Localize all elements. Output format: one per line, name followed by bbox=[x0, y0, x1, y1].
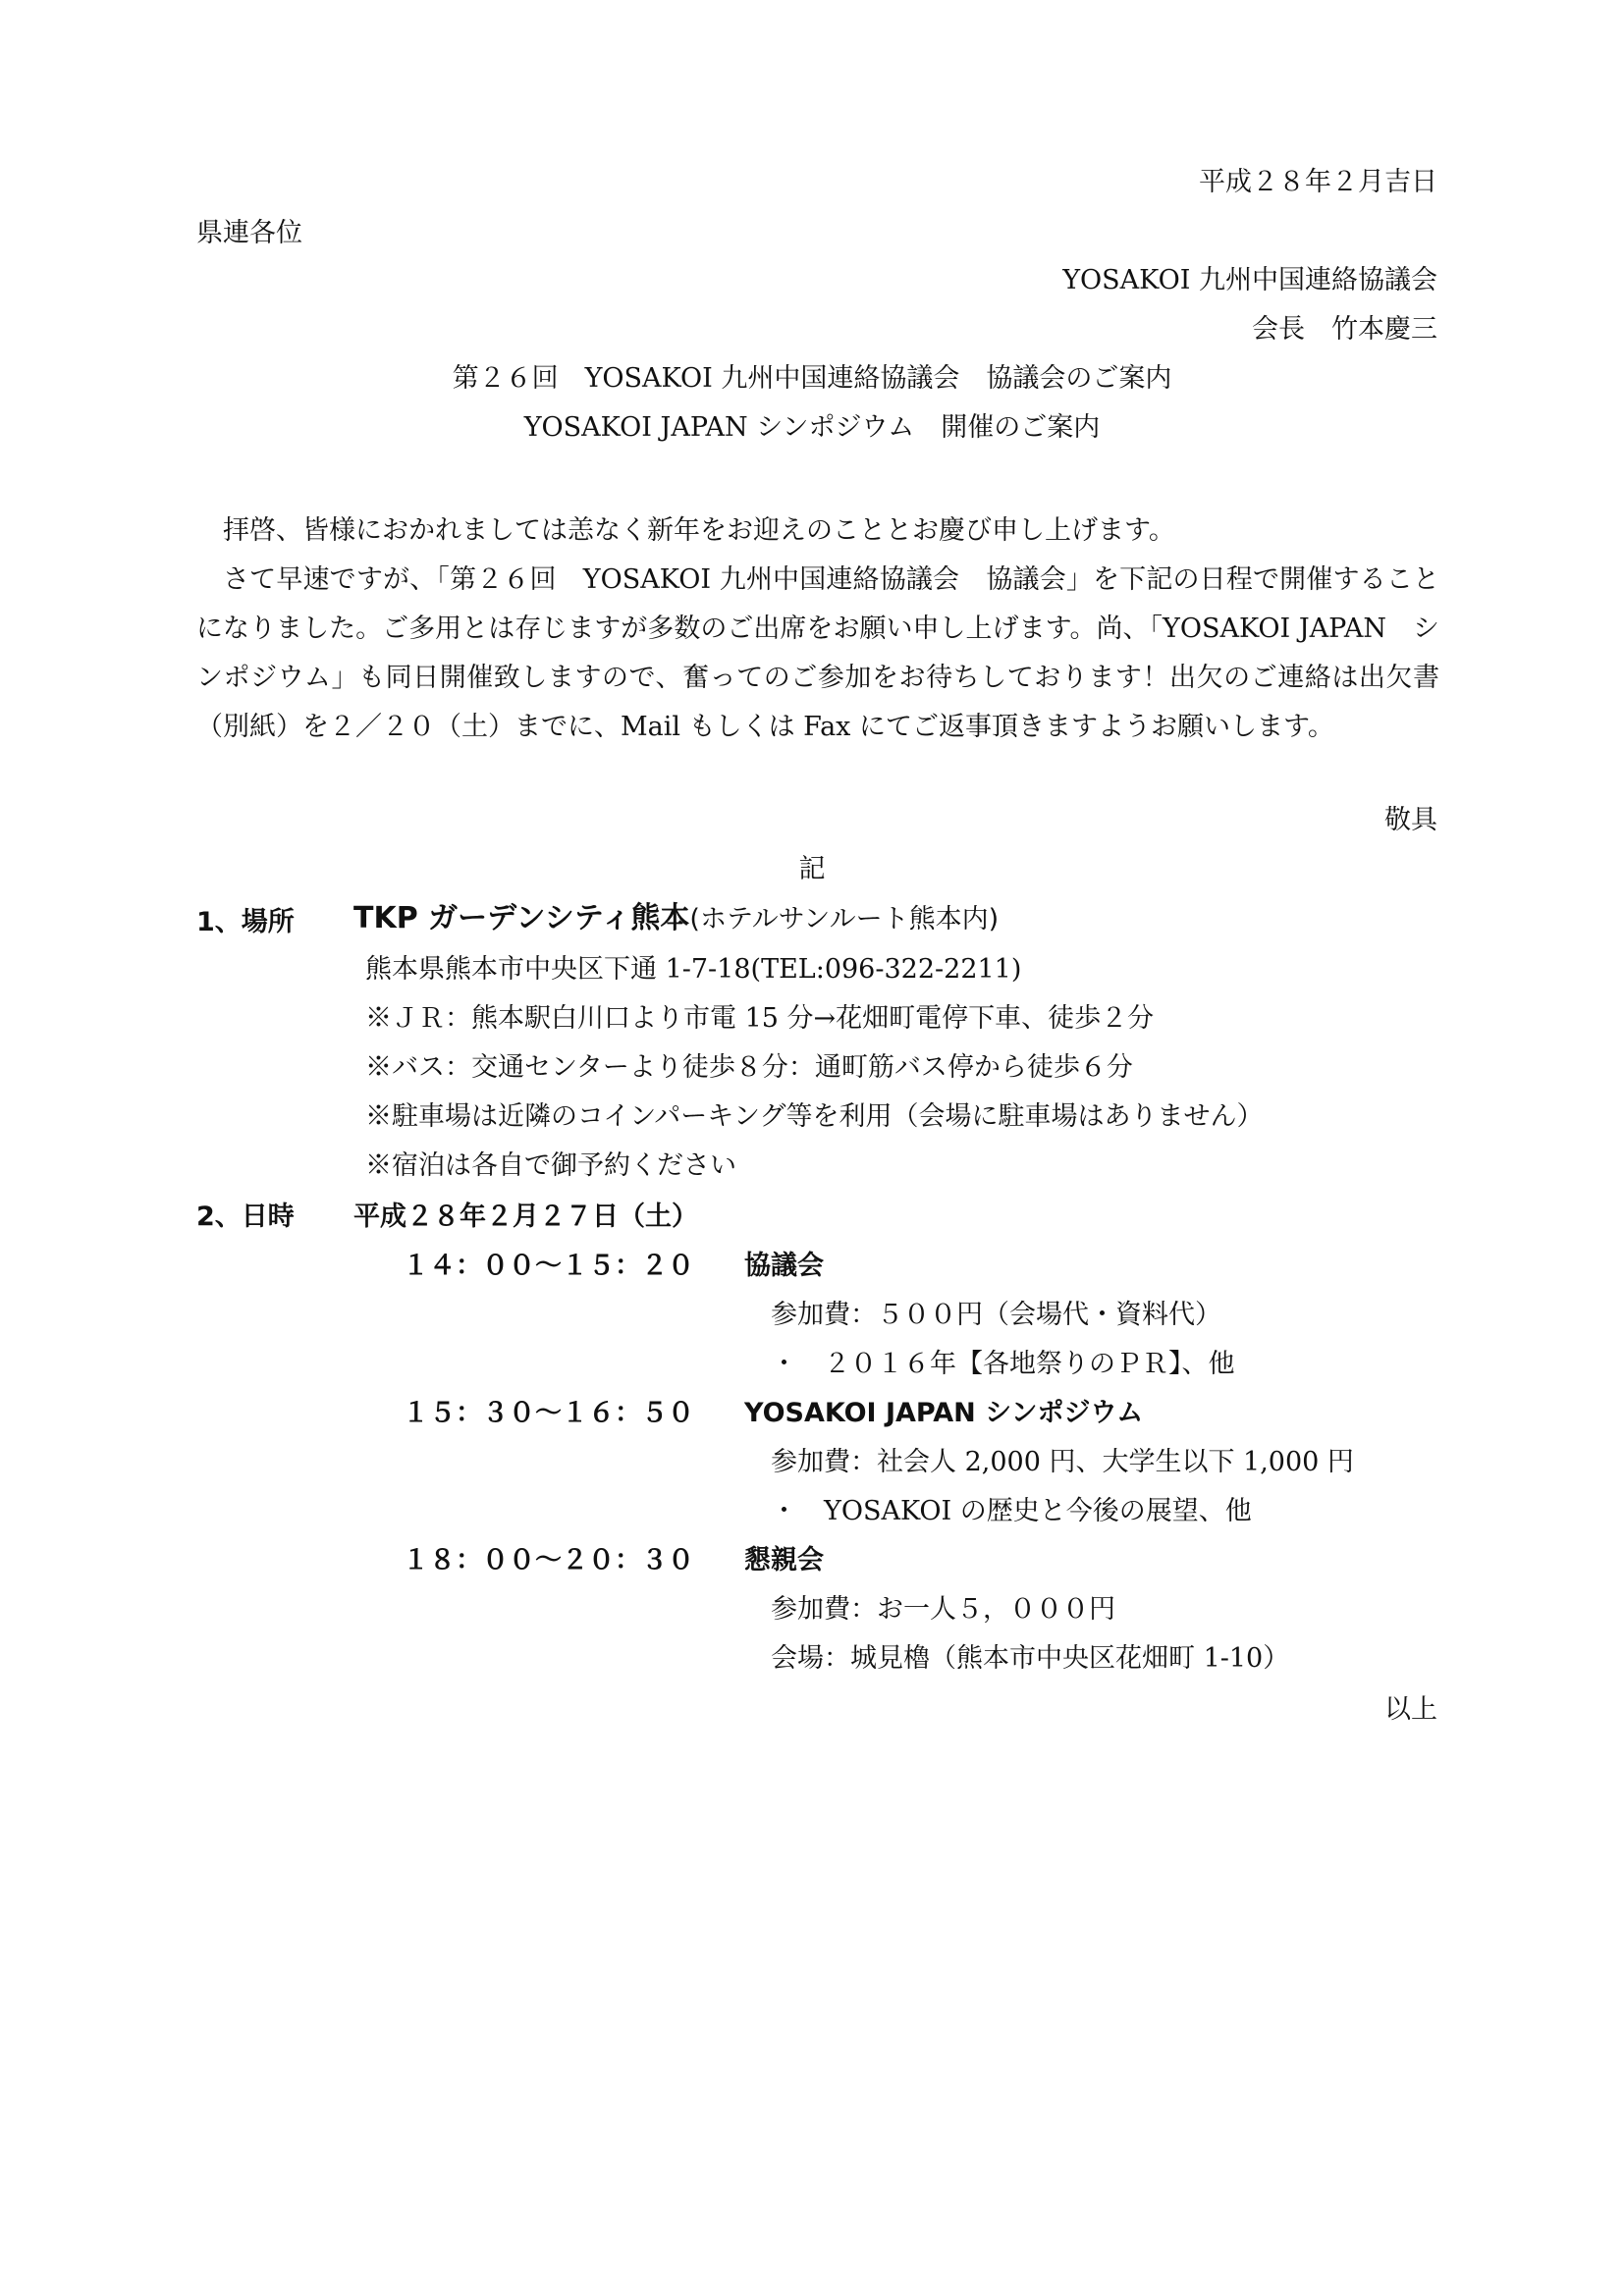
venue-address: 熊本県熊本市中央区下通 1-7-18(TEL:096-322-2211) bbox=[365, 954, 1022, 985]
event-note: 会場：城見櫓（熊本市中央区花畑町 1-10） bbox=[771, 1643, 1290, 1674]
venue-name-row bbox=[353, 901, 999, 937]
title-line-1: 第２６回 YOSAKOI 九州中国連絡協議会 協議会のご案内 bbox=[452, 363, 1172, 394]
lodging-note: ※宿泊は各自で御予約ください bbox=[365, 1150, 736, 1181]
access-jr: ※ＪＲ：熊本駅白川口より市電 15 分→花畑町電停下車、徒歩２分 bbox=[365, 1003, 1155, 1034]
greeting-paragraph: 拝啓、皆様におかれましては恙なく新年をお迎えのこととお慶び申し上げます。 bbox=[223, 515, 1175, 546]
event-note: ・ ２０１６年【各地祭りのＰＲ】、他 bbox=[771, 1349, 1235, 1379]
venue-name-sub: (ホテルサンルート熊本内) bbox=[689, 904, 1000, 934]
event-time: １４：００～１５：２０ bbox=[403, 1251, 694, 1281]
access-bus: ※バス：交通センターより徒歩８分：通町筋バス停から徒歩６分 bbox=[365, 1052, 1133, 1083]
main-paragraph: さて早速ですが、「第２６回 YOSAKOI 九州中国連絡協議会 協議会」を下記の日程で開催することになりました。ご多用とは存じますが多数のご出席をお願い申し上げます。尚、「YOSAKOI JAPAN シンポジウム」も同日開催致しますので、奮ってのご参加をお待ちしております！出欠のご連絡は出欠書（別紙）を２／２０（土）までに、Mail もしくは Fax にてご返事頂きますようお願いします。 bbox=[196, 564, 1439, 742]
event-time: １８：００～２０：３０ bbox=[403, 1545, 694, 1575]
venue-name: TKP ガーデンシティ熊本 bbox=[353, 901, 690, 935]
event-fee: 参加費：社会人 2,000 円、大学生以下 1,000 円 bbox=[771, 1447, 1354, 1477]
event-fee: 参加費：お一人５，０００円 bbox=[771, 1594, 1115, 1625]
recipient: 県連各位 bbox=[196, 218, 302, 248]
event-time: １５：３０～１６：５０ bbox=[403, 1398, 694, 1428]
schedule-label: 2、日時 bbox=[196, 1201, 295, 1232]
sender-chair: 会長 竹本慶三 bbox=[1252, 314, 1437, 345]
parking-note: ※駐車場は近隣のコインパーキング等を利用（会場に駐車場はありません） bbox=[365, 1101, 1264, 1132]
document-date: 平成２８年２月吉日 bbox=[1199, 167, 1437, 197]
event-fee: 参加費：５００円（会場代・資料代） bbox=[771, 1300, 1221, 1330]
event-name: YOSAKOI JAPAN シンポジウム bbox=[744, 1398, 1144, 1428]
title-line-2: YOSAKOI JAPAN シンポジウム 開催のご案内 bbox=[523, 412, 1101, 443]
event-note: ・ YOSAKOI の歴史と今後の展望、他 bbox=[771, 1496, 1252, 1526]
venue-label: 1、場所 bbox=[196, 907, 295, 937]
event-name: 懇親会 bbox=[744, 1545, 824, 1575]
sender-organization: YOSAKOI 九州中国連絡協議会 bbox=[1062, 265, 1437, 295]
ki-heading: 記 bbox=[798, 854, 826, 884]
closing-keigu: 敬具 bbox=[1384, 805, 1437, 835]
schedule-date: 平成２８年２月２７日（土） bbox=[353, 1201, 698, 1232]
event-name: 協議会 bbox=[744, 1251, 824, 1281]
body-text bbox=[196, 507, 1439, 752]
end-mark: 以上 bbox=[1384, 1694, 1437, 1725]
